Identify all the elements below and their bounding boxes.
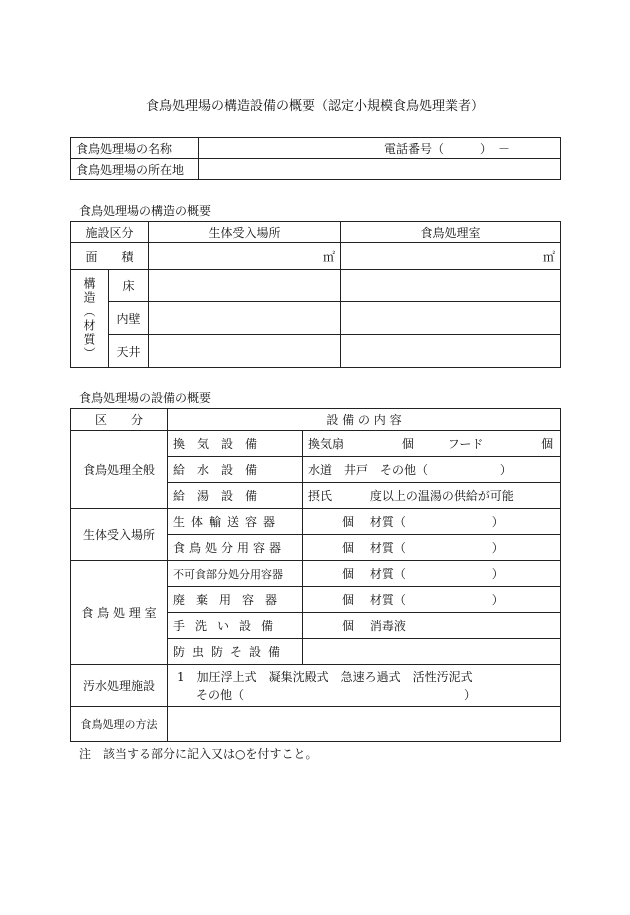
group-processing-label: 食 鳥 処 理 室 — [71, 561, 168, 665]
wall-label: 内壁 — [109, 302, 149, 335]
sewage-other-close: ） — [464, 687, 477, 702]
inedible-material: 材質（ — [369, 567, 406, 581]
item-water-label: 給水設備 — [168, 457, 303, 483]
floor-receiving-field[interactable] — [149, 270, 341, 302]
method-label: 食鳥処理の方法 — [71, 707, 168, 742]
wall-receiving-field[interactable] — [149, 302, 341, 335]
item-inedible-label: 不可食部分処分用容器 — [168, 561, 303, 587]
waste-close-paren: ） — [491, 593, 504, 607]
sewage-label: 汚水処理施設 — [71, 665, 168, 707]
item-handwash-label: 手洗い設備 — [168, 613, 303, 639]
item-hotwater-label: 給湯設備 — [168, 483, 303, 509]
ceiling-receiving-field[interactable] — [149, 335, 341, 368]
ceiling-label: 天井 — [109, 335, 149, 368]
structure-kubun-header: 施設区分 — [71, 222, 149, 243]
area-receiving-field[interactable] — [149, 243, 341, 270]
item-inedible-field[interactable] — [303, 561, 561, 587]
hood-unit: 個 — [541, 437, 554, 451]
group-receiving-label: 生体受入場所 — [71, 509, 168, 561]
structure-processing-header: 食鳥処理室 — [341, 222, 561, 243]
inedible-close-paren: ） — [491, 567, 504, 581]
ventilation-fan-label: 換気扇 — [308, 437, 345, 451]
hotwater-celsius-label: 摂氏 — [308, 489, 333, 503]
item-transport-field[interactable] — [303, 509, 561, 535]
item-ventilation-field[interactable] — [303, 431, 561, 457]
page-title: 食鳥処理場の構造設備の概要（認定小規模食鳥処理業者） — [145, 99, 484, 114]
transport-close-paren: ） — [491, 515, 504, 529]
water-close-paren: ） — [499, 463, 512, 477]
item-water-field[interactable] — [303, 457, 561, 483]
ceiling-processing-field[interactable] — [341, 335, 561, 368]
facility-address-label: 食鳥処理場の所在地 — [71, 159, 199, 180]
sewage-field[interactable] — [168, 665, 561, 707]
disposal-unit: 個 — [342, 541, 355, 555]
structure-table — [70, 221, 561, 368]
waste-unit: 個 — [342, 593, 355, 607]
item-pest-label: 防虫防そ設備 — [168, 639, 303, 665]
transport-unit: 個 — [342, 515, 355, 529]
footnote: 注 該当する部分に記入又は○を付すこと。 — [79, 747, 318, 761]
area-unit-receiving: ㎡ — [323, 249, 336, 264]
equipment-heading: 食鳥処理場の設備の概要 — [79, 391, 212, 405]
item-pest-field[interactable] — [303, 639, 561, 665]
area-label: 面 積 — [71, 243, 149, 270]
hotwater-description: 度以上の温湯の供給が可能 — [369, 489, 514, 503]
inedible-unit: 個 — [342, 567, 355, 581]
structure-heading: 食鳥処理場の構造の概要 — [79, 204, 212, 218]
floor-label: 床 — [109, 270, 149, 302]
facility-name-label: 食鳥処理場の名称 — [71, 138, 199, 159]
disposal-material: 材質（ — [369, 541, 406, 555]
transport-material: 材質（ — [369, 515, 406, 529]
area-processing-field[interactable] — [341, 243, 561, 270]
item-disposal-field[interactable] — [303, 535, 561, 561]
floor-processing-field[interactable] — [341, 270, 561, 302]
item-transport-label: 生体輸送容器 — [168, 509, 303, 535]
phone-label: 電話番号（ ） － — [384, 141, 511, 156]
basic-info-table — [70, 137, 561, 180]
sewage-other-label: その他（ — [196, 687, 245, 702]
item-waste-field[interactable] — [303, 587, 561, 613]
waste-material: 材質（ — [369, 593, 406, 607]
handwash-unit: 個 — [342, 619, 355, 633]
method-field[interactable] — [168, 707, 561, 742]
sewage-methods: 1 加圧浮上式 凝集沈殿式 急速ろ過式 活性汚泥式 — [177, 669, 473, 684]
item-waste-label: 廃棄用容器 — [168, 587, 303, 613]
hood-label: フード — [447, 437, 484, 451]
wall-processing-field[interactable] — [341, 302, 561, 335]
water-options: 水道 井戸 その他（ — [308, 463, 429, 477]
handwash-disinfectant: 消毒液 — [369, 619, 406, 633]
group-whole-label: 食鳥処理全般 — [71, 431, 168, 509]
structure-receiving-header: 生体受入場所 — [149, 222, 341, 243]
equipment-table — [70, 408, 561, 742]
area-unit-processing: ㎡ — [542, 249, 555, 264]
facility-name-field[interactable] — [199, 138, 561, 159]
equipment-content-header: 設 備 の 内 容 — [168, 409, 561, 431]
item-handwash-field[interactable] — [303, 613, 561, 639]
item-ventilation-label: 換気設備 — [168, 431, 303, 457]
equipment-kubun-header: 区 分 — [71, 409, 168, 431]
facility-address-field[interactable] — [199, 159, 561, 180]
kozo-label: 構造（材質） — [71, 270, 109, 368]
item-disposal-label: 食鳥処分用容器 — [168, 535, 303, 561]
ventilation-fan-unit: 個 — [401, 437, 414, 451]
item-hotwater-field[interactable] — [303, 483, 561, 509]
disposal-close-paren: ） — [491, 541, 504, 555]
